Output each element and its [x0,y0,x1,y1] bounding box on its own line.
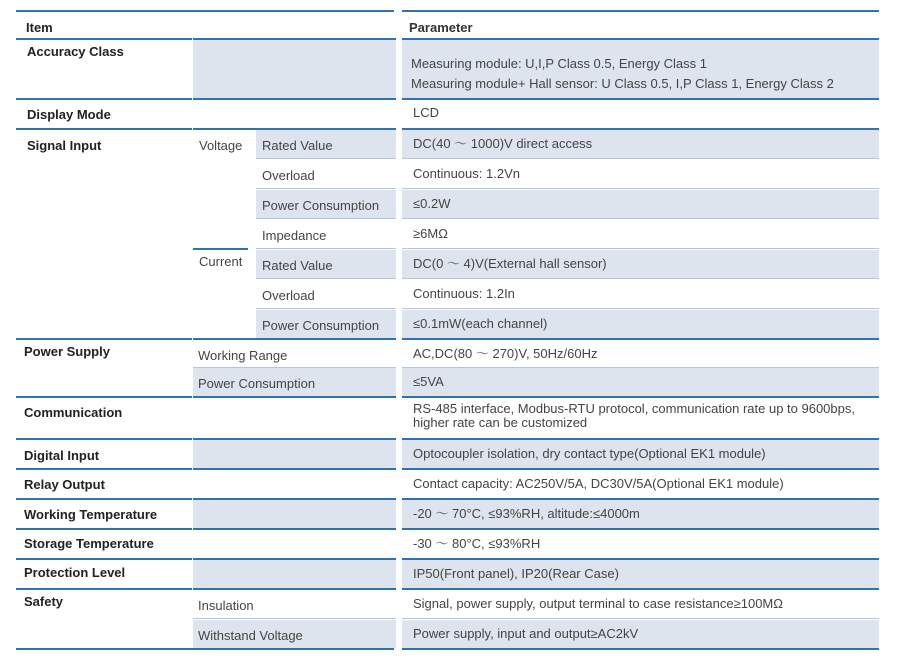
rule-header-top-right [402,10,879,12]
voltage-overload-param: Continuous: 1.2Vn [413,166,520,181]
rule-storage-item [16,558,192,560]
row-accuracy-class-item: Accuracy Class [27,44,124,59]
rule-relay-param [402,498,879,500]
power-supply-working-range-label: Working Range [198,348,288,363]
row-digital-input-param: Optocoupler isolation, dry contact type(Optional EK1 module) [402,440,879,468]
row-storage-temperature-param: -30 ～ 80°C, ≤93%RH [413,536,541,551]
rule-header-top-left [16,10,394,12]
current-group-label: Current [199,254,243,269]
rule-voltage-group [193,248,248,250]
rule-relay-mid [193,498,396,500]
header-item: Item [26,20,53,35]
rule-voltage-power [256,218,396,219]
rule-accuracy-mid [193,98,396,100]
rule-display-item [16,128,192,130]
rule-voltage-overload-param [402,188,879,189]
rule-voltage-overload [256,188,396,189]
row-digital-input-item: Digital Input [24,448,100,463]
current-power-consumption-label: Power Consumption [256,310,396,338]
rule-digital-item [16,468,192,470]
accuracy-param-line1: Measuring module: U,I,P Class 0.5, Energy Class 1 [411,56,708,71]
safety-withstand-voltage-label: Withstand Voltage [193,620,396,648]
voltage-group-label: Voltage [199,138,243,153]
communication-param-line1: RS-485 interface, Modbus-RTU protocol, communication rate up to 9600bps, [413,401,855,416]
row-accuracy-class-blank [193,40,396,99]
rule-protection-item [16,588,192,590]
rule-protection-param [402,588,879,590]
voltage-impedance-param: ≥6MΩ [413,226,448,241]
rule-protection-mid [193,588,396,590]
rule-storage-param [402,558,879,560]
rule-voltage-impedance [256,248,396,249]
power-supply-consumption-label: Power Consumption [193,368,396,396]
rule-current-overload-param [402,308,879,309]
voltage-rated-value-label: Rated Value [256,130,396,158]
current-power-consumption-param: ≤0.1mW(each channel) [402,310,879,338]
row-protection-level-param: IP50(Front panel), IP20(Rear Case) [402,560,879,588]
rule-power-range [193,367,396,368]
communication-param-line2: higher rate can be customized [413,415,588,430]
row-relay-output-item: Relay Output [24,477,105,492]
rule-communication-param [402,438,879,440]
rule-current-rated [256,278,396,279]
rule-power-item [16,396,192,398]
rule-communication-item [16,438,192,440]
rule-voltage-impedance-param [402,248,879,249]
row-working-temperature-blank [193,500,396,528]
row-protection-level-blank [193,560,396,588]
rule-voltage-rated [256,158,396,159]
voltage-impedance-label: Impedance [262,228,327,243]
rule-communication-mid [193,438,396,440]
rule-working-param [402,528,879,530]
rule-current-rated-param [402,278,879,279]
rule-voltage-power-param [402,218,879,219]
safety-insulation-label: Insulation [198,598,254,613]
rule-display-mid [193,128,396,130]
safety-insulation-param: Signal, power supply, output terminal to case resistance≥100MΩ [413,596,783,611]
rule-digital-param [402,468,879,470]
rule-power-range-param [402,367,879,368]
rule-storage-mid [193,558,396,560]
voltage-overload-label: Overload [262,168,315,183]
row-digital-input-blank [193,440,396,468]
rule-working-mid [193,528,396,530]
rule-safety-insulation [193,618,396,619]
rule-accuracy-item [16,98,192,100]
rule-digital-mid [193,468,396,470]
rule-bottom-right [402,648,879,650]
rule-relay-item [16,498,192,500]
voltage-power-consumption-label: Power Consumption [256,190,396,218]
row-relay-output-param: Contact capacity: AC250V/5A, DC30V/5A(Optional EK1 module) [413,476,784,491]
rule-power-mid [193,396,396,398]
rule-safety-insulation-param [402,618,879,619]
accuracy-param-line2: Measuring module+ Hall sensor: U Class 0.5, I,P Class 1, Energy Class 2 [411,76,834,91]
power-supply-working-range-param: AC,DC(80 ～ 270)V, 50Hz/60Hz [413,346,598,361]
row-accuracy-class-param [402,40,879,99]
row-display-mode-param: LCD [413,105,440,120]
row-display-mode-item: Display Mode [27,107,111,122]
row-communication-param [402,398,879,438]
current-rated-value-label: Rated Value [256,250,396,278]
safety-withstand-voltage-param: Power supply, input and output≥AC2kV [402,620,879,648]
row-storage-temperature-item: Storage Temperature [24,536,154,551]
rule-header-bottom-mid [193,38,396,40]
current-overload-param: Continuous: 1.2In [413,286,515,301]
rule-working-item [16,528,192,530]
power-supply-consumption-param: ≤5VA [402,368,879,396]
header-parameter: Parameter [409,20,473,35]
rule-accuracy-param [402,98,879,100]
row-signal-input-item: Signal Input [27,138,102,153]
current-rated-value-param: DC(0 ～ 4)V(External hall sensor) [402,250,879,278]
current-overload-label: Overload [262,288,315,303]
rule-signal-param [402,338,879,340]
rule-signal-item [16,338,192,340]
rule-current-overload [256,308,396,309]
rule-voltage-rated-param [402,158,879,159]
rule-bottom-left [16,648,394,650]
rule-display-param [402,128,879,130]
rule-power-param [402,396,879,398]
voltage-power-consumption-param: ≤0.2W [402,190,879,218]
row-working-temperature-item: Working Temperature [24,507,158,522]
rule-header-bottom-param [402,38,879,40]
row-protection-level-item: Protection Level [24,565,126,580]
row-communication-item: Communication [24,405,123,420]
rule-signal-mid [193,338,396,340]
row-power-supply-item: Power Supply [24,344,110,359]
rule-header-bottom-item [16,38,192,40]
row-safety-item: Safety [24,594,64,609]
voltage-rated-value-param: DC(40 ～ 1000)V direct access [402,130,879,158]
row-working-temperature-param: -20 ～ 70°C, ≤93%RH, altitude:≤4000m [402,500,879,528]
